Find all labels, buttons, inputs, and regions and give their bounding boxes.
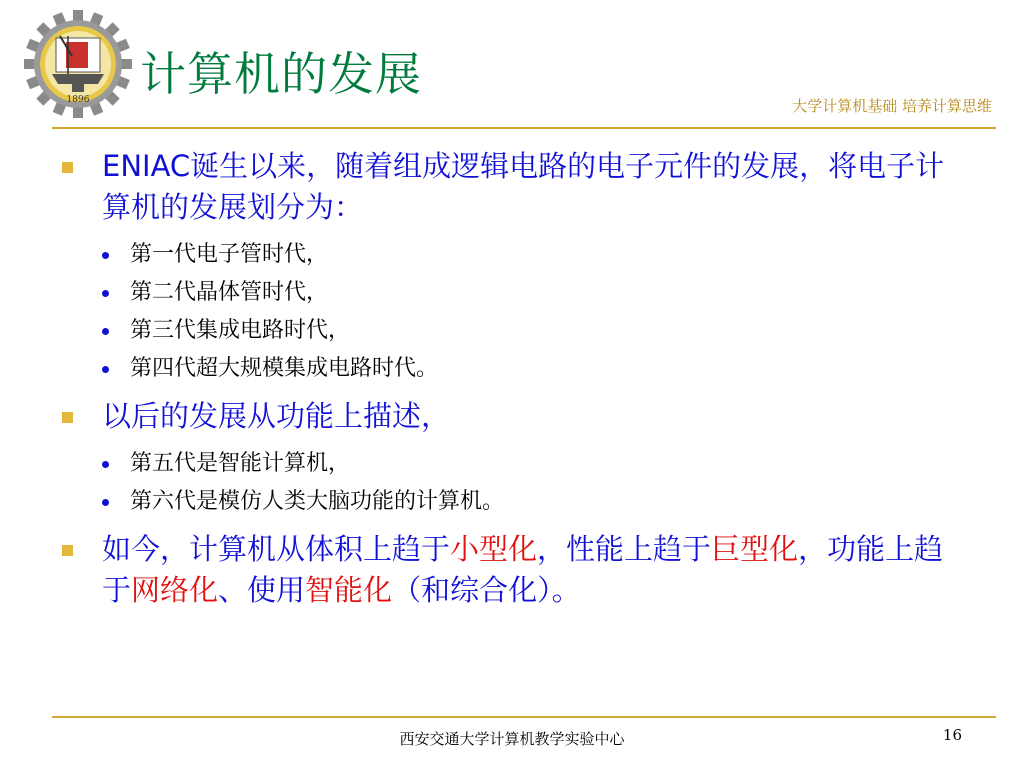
dot-bullet-icon [102, 366, 109, 373]
page-number: 16 [942, 726, 962, 744]
bullet-text-mixed [102, 529, 962, 611]
sub-bullet-text: 第四代超大规模集成电路时代。 [130, 356, 439, 381]
sub-bullet-text: 第六代是模仿人类大脑功能的计算机。 [130, 489, 505, 514]
text-segment: ，功能上趋于 [102, 532, 944, 607]
header-divider [52, 127, 996, 129]
sub-bullet-text: 第五代是智能计算机， [130, 451, 351, 476]
dot-bullet-icon [102, 290, 109, 297]
text-segment: 如今，计算机从体积上趋于 [102, 532, 451, 566]
bullet-text: 以后的发展从功能上描述， [102, 399, 451, 433]
footer-text: 西安交通大学计算机教学实验中心 [399, 730, 625, 748]
sub-bullet-item [62, 483, 962, 521]
dot-bullet-icon [102, 461, 109, 468]
text-segment: （和综合化）。 [392, 573, 581, 607]
sub-bullet-text: 第一代电子管时代， [130, 242, 329, 267]
bullet-text: ENIAC诞生以来，随着组成逻辑电路的电子元件的发展，将电子计算机的发展划分为： [102, 149, 945, 224]
footer-divider [52, 716, 996, 718]
sub-bullet-item [62, 445, 962, 483]
bullet-item [62, 396, 962, 437]
highlight-text: 网络化 [131, 573, 219, 607]
slide-title: 计算机的发展 [140, 47, 422, 101]
square-bullet-icon [62, 162, 73, 173]
square-bullet-icon [62, 412, 73, 423]
dot-bullet-icon [102, 328, 109, 335]
sub-bullet-text: 第三代集成电路时代， [130, 318, 351, 343]
bullet-item [62, 146, 962, 228]
slide-body [62, 146, 962, 611]
bullet-item [62, 529, 962, 611]
highlight-text: 小型化 [450, 532, 538, 566]
text-segment: ，性能上趋于 [537, 532, 712, 566]
sub-bullet-item [62, 274, 962, 312]
highlight-text: 巨型化 [711, 532, 799, 566]
logo-year-text: 1896 [66, 95, 90, 105]
dot-bullet-icon [102, 499, 109, 506]
sub-bullet-item [62, 236, 962, 274]
text-segment: 、使用 [218, 573, 306, 607]
square-bullet-icon [62, 545, 73, 556]
sub-bullet-item [62, 312, 962, 350]
university-logo [22, 8, 134, 120]
header-slogan: 大学计算机基础 培养计算思维 [792, 97, 992, 115]
sub-bullet-text: 第二代晶体管时代， [130, 280, 329, 305]
dot-bullet-icon [102, 252, 109, 259]
sub-bullet-item [62, 350, 962, 388]
highlight-text: 智能化 [305, 573, 393, 607]
